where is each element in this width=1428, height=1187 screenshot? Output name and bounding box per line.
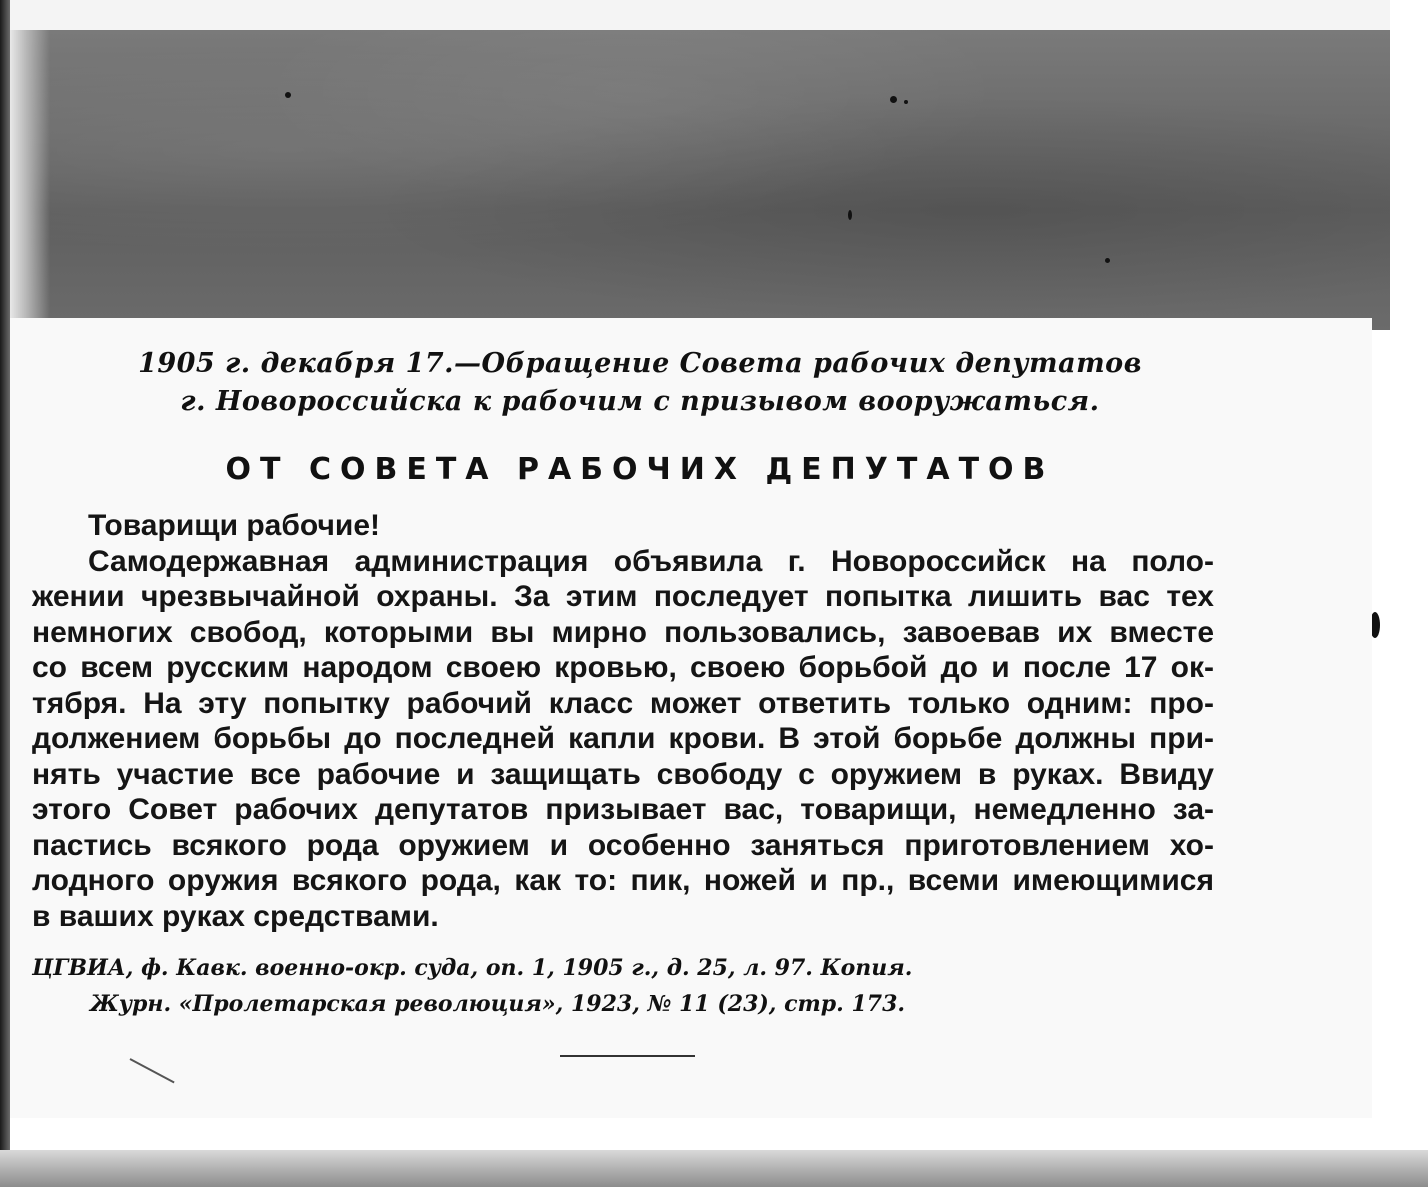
document-body	[32, 508, 1214, 934]
body-line: лодного оружия всякого рода, как то: пик, ножей и пр., всеми имеющимися	[32, 864, 1214, 897]
source-line-1: ЦГВИА, ф. Кавк. военно-окр. суда, оп. 1, 1905 г., д. 25, л. 97. Копия.	[32, 955, 913, 981]
body-line: должением борьбы до последней капли крови. В этой борьбе должны при-	[32, 722, 1214, 755]
dust-speck	[890, 96, 897, 103]
body-line: со всем русским народом своею кровью, своею борьбой до и после 17 ок-	[32, 651, 1214, 684]
document-title: ОТ СОВЕТА РАБОЧИХ ДЕПУТАТОВ	[225, 452, 1055, 487]
backdrop-left-fade	[10, 30, 50, 330]
source-line-2: Журн. «Пролетарская революция», 1923, № 11 (23), стр. 173.	[90, 991, 906, 1017]
dust-speck	[904, 100, 908, 104]
dust-speck	[285, 92, 291, 98]
dust-speck	[848, 210, 852, 220]
body-line: Самодержавная администрация объявила г. Новороссийск на поло-	[88, 544, 1214, 578]
body-line: пастись всякого рода оружием и особенно заняться приготовлением хо-	[32, 828, 1214, 862]
body-line: нять участие все рабочие и защищать свободу с оружием в руках. Ввиду	[32, 757, 1214, 791]
closing-rule	[560, 1055, 695, 1057]
body-line: немногих свобод, которыми вы мирно пользовались, завоевав их вместе	[32, 615, 1214, 649]
dust-speck	[1105, 258, 1110, 263]
bottom-dark-edge	[0, 1150, 1428, 1187]
body-line: тября. На эту попытку рабочий класс может ответить только одним: про-	[32, 686, 1214, 720]
body-line: в ваших руках средствами.	[32, 899, 439, 933]
grey-backdrop-band	[10, 30, 1390, 330]
body-line: этого Совет рабочих депутатов призывает вас, товарищи, немедленно за-	[32, 793, 1214, 826]
top-margin	[0, 0, 1428, 32]
greeting: Товарищи рабочие!	[88, 509, 381, 542]
right-margin	[1390, 0, 1428, 1150]
heading-line-1: 1905 г. декабря 17.—Обращение Совета рабочих депутатов	[138, 348, 1142, 379]
body-line: жении чрезвычайной охраны. За этим последует попытка лишить вас тех	[32, 580, 1214, 613]
document-heading	[100, 345, 1180, 421]
heading-line-2: г. Новороссийска к рабочим с призывом вооружаться.	[180, 386, 1100, 417]
left-dark-edge	[0, 0, 10, 1187]
source-citation	[32, 950, 1032, 1022]
